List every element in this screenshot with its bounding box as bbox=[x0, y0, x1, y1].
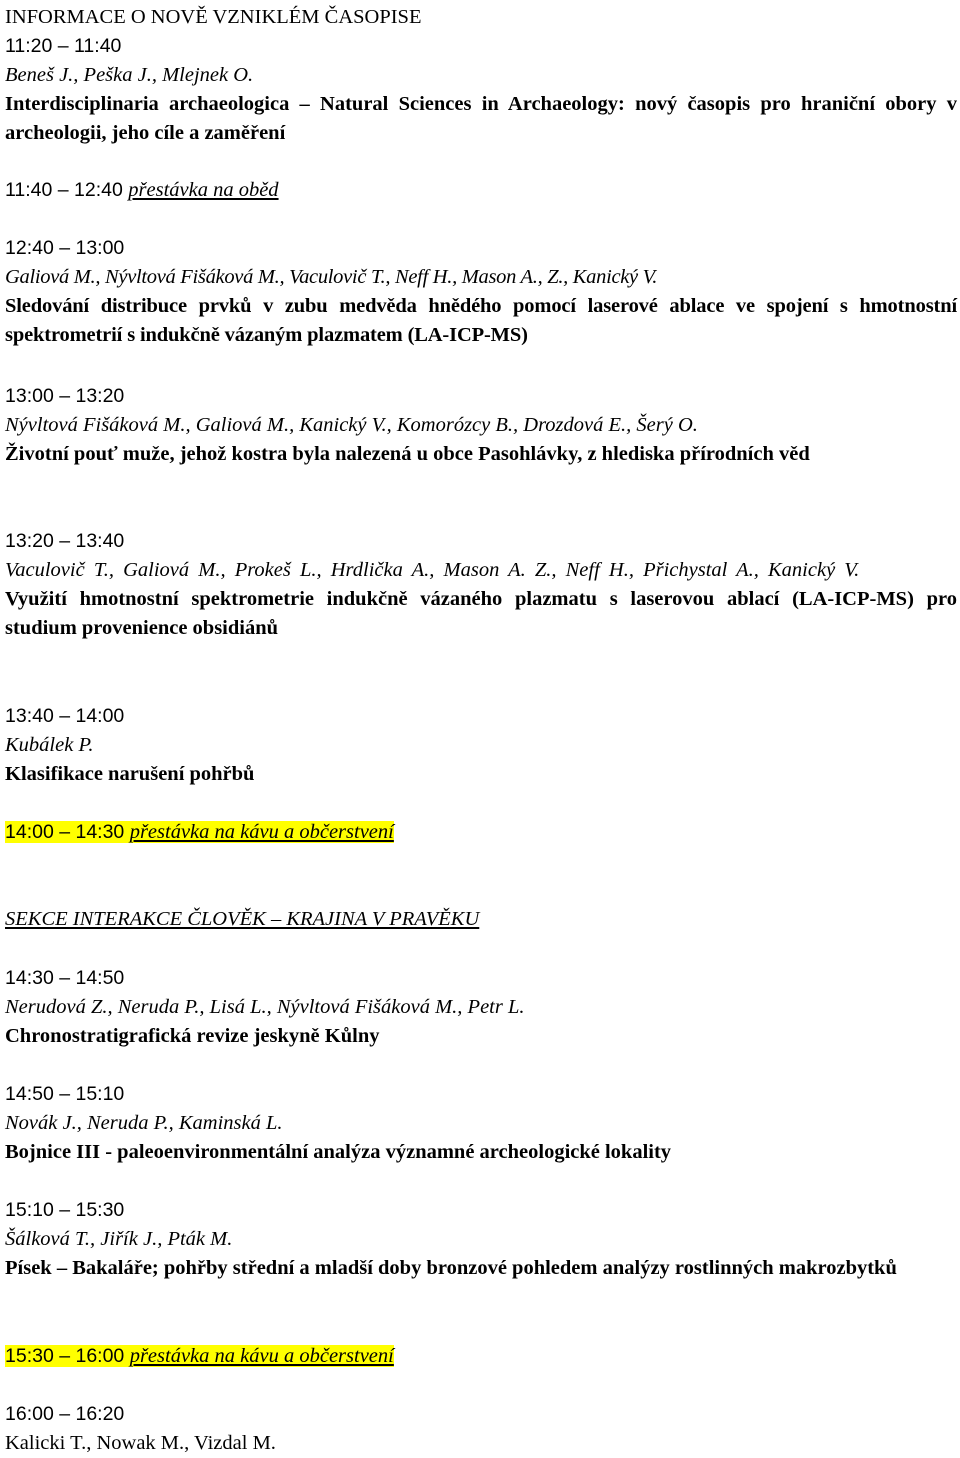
item-authors: Kalicki T., Nowak M., Vizdal M. bbox=[5, 1432, 276, 1454]
item-title: Využití hmotnostní spektrometrie indukčně vázaného plazmatu s laserovou ablací (LA-ICP-MS) pro studium provenience obsidiánů bbox=[5, 588, 957, 639]
item-time: 13:20 – 13:40 bbox=[5, 530, 125, 552]
program-item bbox=[5, 234, 957, 350]
item-title: Sledování distribuce prvků v zubu medvěda hnědého pomocí laserové ablace ve spojení s hmotnostní spektrometrií s indukčně vázaným plazmatem (LA-ICP-MS) bbox=[5, 295, 957, 346]
coffee-break bbox=[5, 818, 957, 847]
item-time: 16:00 – 16:20 bbox=[5, 1403, 125, 1425]
item-title: Interdisciplinaria archaeologica – Natural Sciences in Archaeology: nový časopis pro hraniční obory v archeologii, jeho cíle a zaměření bbox=[5, 93, 957, 144]
item-time: 14:50 – 15:10 bbox=[5, 1083, 125, 1105]
program-item bbox=[5, 1400, 957, 1458]
info-header-text: INFORMACE O NOVĚ VZNIKLÉM ČASOPISE bbox=[5, 6, 422, 28]
item-title: Klasifikace narušení pohřbů bbox=[5, 763, 255, 785]
break-time: 15:30 – 16:00 bbox=[5, 1345, 125, 1367]
break-time: 11:40 – 12:40 bbox=[5, 179, 123, 201]
break-line bbox=[5, 176, 957, 205]
break-line bbox=[5, 818, 957, 847]
item-authors: Vaculovič T., Galiová M., Prokeš L., Hrdlička A., Mason A. Z., Neff H., Přichystal A., Kanický V. bbox=[5, 559, 860, 581]
program-item bbox=[5, 964, 957, 1051]
break-label: přestávka na oběd bbox=[128, 179, 279, 201]
break-time: 14:00 – 14:30 bbox=[5, 821, 125, 843]
item-time: 15:10 – 15:30 bbox=[5, 1199, 125, 1221]
item-time: 13:00 – 13:20 bbox=[5, 385, 125, 407]
item-authors: Kubálek P. bbox=[5, 734, 94, 756]
program-item bbox=[5, 1196, 957, 1283]
item-authors: Nerudová Z., Neruda P., Lisá L., Nývltová Fišáková M., Petr L. bbox=[5, 996, 525, 1018]
item-authors: Šálková T., Jiřík J., Pták M. bbox=[5, 1228, 233, 1250]
coffee-break bbox=[5, 1342, 957, 1371]
break-highlight bbox=[5, 1345, 394, 1367]
item-authors: Beneš J., Peška J., Mlejnek O. bbox=[5, 64, 254, 86]
item-title: Životní pouť muže, jehož kostra byla nalezená u obce Pasohlávky, z hlediska přírodních věd bbox=[5, 443, 810, 465]
program-item bbox=[5, 527, 957, 643]
item-time: 11:20 – 11:40 bbox=[5, 35, 122, 57]
program-item bbox=[5, 382, 957, 469]
item-time: 12:40 – 13:00 bbox=[5, 237, 125, 259]
break-highlight bbox=[5, 821, 394, 843]
program-item bbox=[5, 1080, 957, 1167]
item-time: 13:40 – 14:00 bbox=[5, 705, 125, 727]
lunch-break bbox=[5, 176, 957, 205]
item-title: Písek – Bakaláře; pohřby střední a mladší doby bronzové pohledem analýzy rostlinných makrozbytků bbox=[5, 1257, 897, 1279]
item-title: Chronostratigrafická revize jeskyně Kůlny bbox=[5, 1025, 380, 1047]
item-title: Bojnice III - paleoenvironmentální analýza významné archeologické lokality bbox=[5, 1141, 672, 1163]
item-authors: Nývltová Fišáková M., Galiová M., Kanický V., Komorózcy B., Drozdová E., Šerý O. bbox=[5, 414, 698, 436]
section-title: SEKCE INTERAKCE ČLOVĚK – KRAJINA V PRAVĚKU bbox=[5, 908, 480, 930]
section-heading bbox=[5, 905, 957, 934]
break-label: přestávka na kávu a občerstvení bbox=[129, 821, 394, 843]
info-header bbox=[5, 3, 957, 32]
program-item bbox=[5, 702, 957, 789]
item-authors: Novák J., Neruda P., Kaminská L. bbox=[5, 1112, 283, 1134]
item-time: 14:30 – 14:50 bbox=[5, 967, 125, 989]
item-authors: Galiová M., Nývltová Fišáková M., Vaculovič T., Neff H., Mason A., Z., Kanický V. bbox=[5, 266, 658, 288]
break-line bbox=[5, 1342, 957, 1371]
program-item bbox=[5, 32, 957, 148]
break-label: přestávka na kávu a občerstvení bbox=[129, 1345, 394, 1367]
